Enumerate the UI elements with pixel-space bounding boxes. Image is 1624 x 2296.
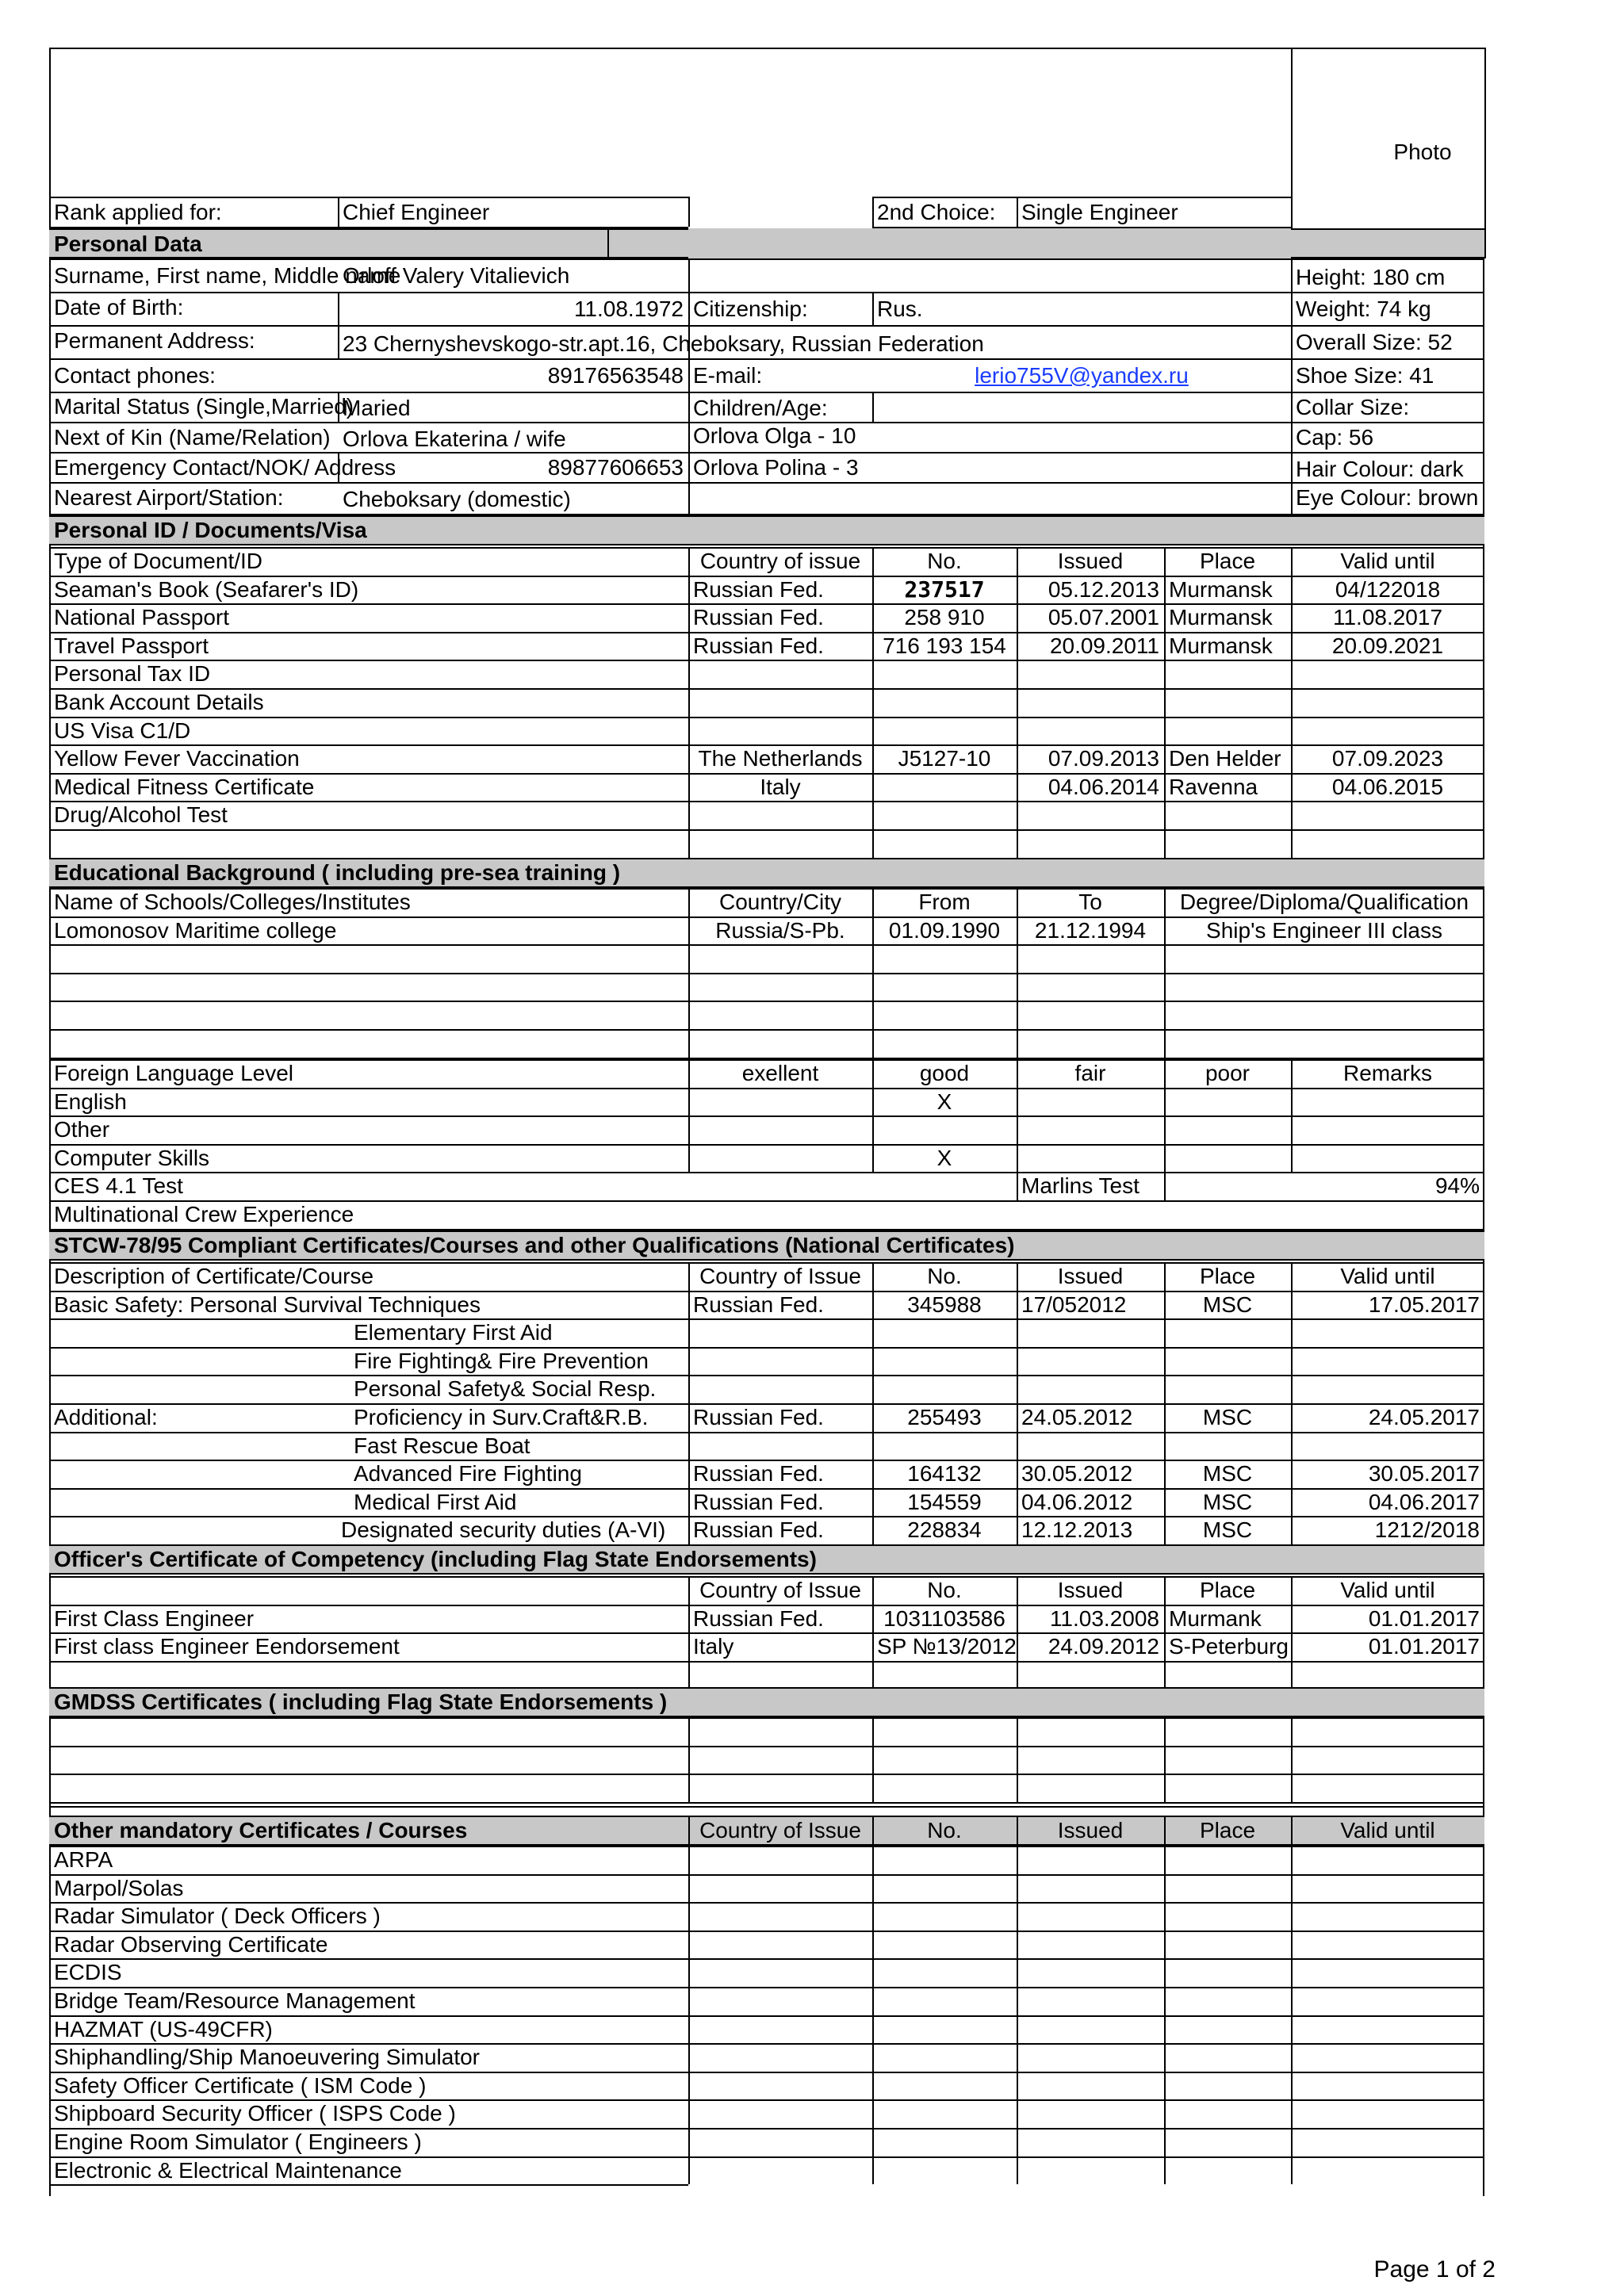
edu-header-to: To <box>1078 890 1102 914</box>
airport-label: Nearest Airport/Station: <box>54 485 284 510</box>
rank-label: Rank applied for: <box>54 200 222 224</box>
lang-header-poor: poor <box>1205 1061 1251 1085</box>
edu-row-line <box>49 973 1484 974</box>
doc-header-no: No. <box>927 549 962 573</box>
other-certificate: Engine Room Simulator ( Engineers ) <box>54 2130 422 2154</box>
grid-line <box>688 1576 690 1689</box>
airport-value: Cheboksary (domestic) <box>343 487 571 511</box>
doc-place: Ravenna <box>1169 775 1258 799</box>
grid-line <box>1483 258 1484 514</box>
stcw-header-no: No. <box>927 1264 962 1288</box>
stcw-number: 255493 <box>907 1405 982 1429</box>
stcw-issued: 12.12.2013 <box>1021 1517 1133 1542</box>
stcw-row-line <box>49 1432 1484 1433</box>
body-height: Height: 180 cm <box>1296 265 1446 289</box>
doc-issued: 05.12.2013 <box>1048 577 1159 602</box>
other-certificate: Radar Simulator ( Deck Officers ) <box>54 1904 381 1928</box>
doc-type: US Visa C1/D <box>54 718 191 743</box>
body-hair: Hair Colour: dark <box>1296 457 1464 481</box>
stcw-course: Fast Rescue Boat <box>354 1433 530 1458</box>
grid-line <box>1017 1059 1018 1172</box>
lang-header-good: good <box>919 1061 970 1085</box>
lang-good: X <box>936 1089 952 1114</box>
doc-header-place: Place <box>1199 549 1256 573</box>
stcw-country: Russian Fed. <box>693 1292 824 1317</box>
doc-valid: 11.08.2017 <box>1332 605 1443 629</box>
doc-row-line <box>49 829 1484 831</box>
stcw-row-line <box>49 1347 1484 1349</box>
grid-line <box>607 228 609 258</box>
coc-row-line <box>49 1661 1484 1663</box>
second-choice-label: 2nd Choice: <box>877 200 996 224</box>
coc-place: S-Peterburg <box>1169 1634 1289 1659</box>
doc-header-issued: Issued <box>1057 549 1124 573</box>
other-header-country: Country of Issue <box>699 1818 861 1843</box>
stcw-issued: 30.05.2012 <box>1021 1461 1133 1486</box>
other-header-valid: Valid until <box>1340 1818 1435 1843</box>
grid-line <box>1017 888 1018 1058</box>
coc-issued: 11.03.2008 <box>1049 1606 1159 1631</box>
coc-header-no: No. <box>927 1578 962 1602</box>
stcw-course: Medical First Aid <box>354 1490 517 1514</box>
header-shade <box>688 228 1291 258</box>
kin-label: Next of Kin (Name/Relation) <box>54 425 331 450</box>
coc-valid: 01.01.2017 <box>1368 1606 1480 1631</box>
phones-value: 89176563548 <box>547 363 684 388</box>
stcw-country: Russian Fed. <box>693 1517 824 1542</box>
stcw-place: MSC <box>1202 1405 1253 1429</box>
personal-row-line <box>49 482 1291 484</box>
emergency-value: 89877606653 <box>547 455 684 480</box>
doc-type: Travel Passport <box>54 633 209 658</box>
stcw-issued: 24.05.2012 <box>1021 1405 1133 1429</box>
doc-issued: 05.07.2001 <box>1048 605 1159 629</box>
other-certificate: Bridge Team/Resource Management <box>54 1988 416 2013</box>
other-certificate: Marpol/Solas <box>54 1876 184 1900</box>
edu-from: 01.09.1990 <box>888 918 1001 943</box>
stcw-issued: 17/052012 <box>1021 1292 1127 1317</box>
doc-header-type: Type of Document/ID <box>54 549 263 573</box>
other-certificate: Shiphandling/Ship Manoeuvering Simulator <box>54 2045 481 2069</box>
photo-label: Photo <box>1393 140 1452 164</box>
other-certificate: ARPA <box>54 1847 113 1872</box>
grid-line <box>1164 1816 1166 1846</box>
doc-country: Italy <box>760 775 801 799</box>
other-certificate: Radar Observing Certificate <box>54 1932 328 1957</box>
edu-header-degree: Degree/Diploma/Qualification <box>1179 890 1469 914</box>
doc-issued: 20.09.2011 <box>1049 633 1159 658</box>
grid-line <box>872 1576 874 1689</box>
grid-line <box>1291 358 1484 360</box>
lang-name: Computer Skills <box>54 1146 210 1170</box>
documents-title: Personal ID / Documents/Visa <box>54 518 367 542</box>
coc-header-valid: Valid until <box>1340 1578 1435 1602</box>
grid-line <box>1291 1576 1293 1689</box>
gmdss-row-line <box>49 1774 1484 1775</box>
body-eye: Eye Colour: brown <box>1296 485 1479 510</box>
second-choice-top <box>872 197 1291 198</box>
doc-country: The Netherlands <box>698 746 863 771</box>
body-overall: Overall Size: 52 <box>1296 330 1453 354</box>
doc-number: 716 193 154 <box>883 633 1006 658</box>
coc-header-place: Place <box>1199 1578 1256 1602</box>
stcw-course: Advanced Fire Fighting <box>354 1461 582 1486</box>
body-collar: Collar Size: <box>1296 395 1410 419</box>
photo-box-bottom <box>1291 258 1484 260</box>
doc-country: Russian Fed. <box>693 605 824 629</box>
stcw-course: Elementary First Aid <box>354 1320 553 1345</box>
marlins-score: 94% <box>1434 1173 1480 1198</box>
coc-certificate: First class Engineer Eendorsement <box>54 1634 400 1659</box>
coc-title: Officer's Certificate of Competency (including Flag State Endorsements) <box>54 1547 817 1571</box>
doc-type: Drug/Alcohol Test <box>54 802 228 827</box>
personal-row-line <box>49 292 1291 293</box>
doc-place: Murmansk <box>1169 577 1273 602</box>
other-header-place: Place <box>1199 1818 1256 1843</box>
doc-type: Medical Fitness Certificate <box>54 775 315 799</box>
stcw-place: MSC <box>1202 1461 1253 1486</box>
grid-line <box>872 392 874 422</box>
grid-line <box>1291 325 1484 327</box>
stcw-country: Russian Fed. <box>693 1405 824 1429</box>
coc-issued: 24.09.2012 <box>1048 1634 1159 1659</box>
other-header-no: No. <box>927 1818 962 1843</box>
doc-header-country: Country of issue <box>699 549 861 573</box>
stcw-header-place: Place <box>1199 1264 1256 1288</box>
doc-issued: 07.09.2013 <box>1048 746 1159 771</box>
dob-value: 11.08.1972 <box>573 297 684 321</box>
edu-header-from: From <box>918 890 971 914</box>
other-row-line <box>49 2184 688 2186</box>
doc-number: J5127-10 <box>898 746 991 771</box>
doc-valid: 04.06.2015 <box>1331 775 1444 799</box>
stcw-number: 154559 <box>907 1490 982 1514</box>
grid-line <box>872 888 874 1058</box>
gmdss-row-line <box>49 1802 1484 1804</box>
doc-place: Murmansk <box>1169 605 1273 629</box>
grid-line <box>1291 1816 1293 1846</box>
grid-line <box>1017 1576 1018 1689</box>
stcw-header-desc: Description of Certificate/Course <box>54 1264 374 1288</box>
stcw-place: MSC <box>1202 1490 1253 1514</box>
edu-row-line <box>49 1001 1484 1002</box>
citizenship-label: Citizenship: <box>693 297 808 321</box>
grid-line <box>688 1717 690 1802</box>
grid-line <box>1291 392 1484 393</box>
doc-type: Bank Account Details <box>54 690 264 714</box>
email-label: E-mail: <box>693 363 763 388</box>
grid-line <box>1164 1059 1166 1172</box>
body-shoe: Shoe Size: 41 <box>1296 363 1434 388</box>
stcw-country: Russian Fed. <box>693 1461 824 1486</box>
lang-name: English <box>54 1089 127 1114</box>
doc-place: Murmansk <box>1169 633 1273 658</box>
gmdss-row-line <box>49 1717 1484 1719</box>
grid-line <box>1164 888 1166 1058</box>
stcw-row-line <box>49 1318 1484 1320</box>
phones-label: Contact phones: <box>54 363 216 388</box>
child-1: Orlova Olga - 10 <box>693 423 856 448</box>
name-value: Orloff Valery Vitalievich <box>343 263 570 288</box>
stcw-group: Additional: <box>54 1405 158 1429</box>
ces-test-label: CES 4.1 Test <box>54 1173 183 1198</box>
stcw-valid: 1212/2018 <box>1374 1517 1480 1542</box>
grid-line <box>872 1816 874 1846</box>
stcw-course: Personal Safety& Social Resp. <box>354 1376 657 1401</box>
coc-country: Russian Fed. <box>693 1606 824 1631</box>
stcw-course: Fire Fighting& Fire Prevention <box>354 1349 649 1373</box>
rank-value: Chief Engineer <box>343 200 490 224</box>
address-label: Permanent Address: <box>54 328 255 353</box>
other-title: Other mandatory Certificates / Courses <box>54 1818 468 1843</box>
edu-row-line <box>49 1029 1484 1031</box>
lang-header-fair: fair <box>1074 1061 1106 1085</box>
edu-country: Russia/S-Pb. <box>715 918 845 943</box>
stcw-header-issued: Issued <box>1057 1264 1124 1288</box>
second-choice-value: Single Engineer <box>1021 200 1178 224</box>
other-certificate: Shipboard Security Officer ( ISPS Code ) <box>54 2101 456 2126</box>
doc-country: Russian Fed. <box>693 633 824 658</box>
frame-right <box>1483 258 1484 2196</box>
other-header-issued: Issued <box>1057 1818 1124 1843</box>
edu-header-name: Name of Schools/Colleges/Institutes <box>54 890 411 914</box>
other-certificate: Electronic & Electrical Maintenance <box>54 2158 402 2183</box>
coc-header-country: Country of Issue <box>699 1578 861 1602</box>
doc-number: 237517 <box>904 576 985 603</box>
dob-label: Date of Birth: <box>54 295 184 320</box>
stcw-row-line <box>49 1375 1484 1376</box>
body-weight: Weight: 74 kg <box>1296 297 1431 321</box>
doc-type: Seaman's Book (Seafarer's ID) <box>54 577 359 602</box>
grid-line <box>1164 1846 1166 2184</box>
doc-number: 258 910 <box>904 605 985 629</box>
rank-row-top <box>49 197 688 198</box>
gmdss-title: GMDSS Certificates ( including Flag State Endorsements ) <box>54 1689 668 1714</box>
edu-school: Lomonosov Maritime college <box>54 918 337 943</box>
stcw-header-valid: Valid until <box>1340 1264 1435 1288</box>
doc-valid: 20.09.2021 <box>1331 633 1444 658</box>
coc-country: Italy <box>693 1634 734 1659</box>
grid-line <box>688 1059 690 1172</box>
stcw-course: Basic Safety: Personal Survival Techniques <box>54 1292 481 1317</box>
personal-row-line <box>49 358 1291 360</box>
grid-line <box>688 197 690 227</box>
personal-row-line <box>49 258 1291 260</box>
coc-place: Murmank <box>1169 1606 1262 1631</box>
doc-country: Russian Fed. <box>693 577 824 602</box>
doc-type: Yellow Fever Vaccination <box>54 746 300 771</box>
stcw-number: 345988 <box>907 1292 982 1317</box>
lang-header-level: Foreign Language Level <box>54 1061 294 1085</box>
children-label: Children/Age: <box>693 396 828 420</box>
gmdss-row-line <box>49 1746 1484 1747</box>
edu-row-line <box>49 944 1484 946</box>
grid-line <box>1291 1846 1293 2184</box>
doc-valid: 07.09.2023 <box>1331 746 1444 771</box>
grid-line <box>1291 292 1484 293</box>
lang-name: Other <box>54 1117 110 1142</box>
grid-line <box>49 1806 1484 1808</box>
address-value: 23 Chernyshevskogo-str.apt.16, Cheboksary, Russian Federation <box>343 331 984 356</box>
education-title: Educational Background ( including pre-sea training ) <box>54 860 621 885</box>
marlins-label: Marlins Test <box>1021 1173 1139 1198</box>
marital-value: Maried <box>343 396 411 420</box>
stcw-course: Proficiency in Surv.Craft&R.B. <box>354 1405 649 1429</box>
grid-line <box>1164 1717 1166 1802</box>
grid-line <box>1017 1816 1018 1846</box>
stcw-number: 164132 <box>907 1461 982 1486</box>
marital-label: Marital Status (Single,Married) <box>54 394 354 419</box>
doc-header-valid: Valid until <box>1340 549 1435 573</box>
email-value: lerio755V@yandex.ru <box>975 363 1189 388</box>
stcw-title: STCW-78/95 Compliant Certificates/Courses and other Qualifications (National Certificates) <box>54 1233 1015 1257</box>
stcw-number: 228834 <box>907 1517 982 1542</box>
stcw-valid: 04.06.2017 <box>1368 1490 1480 1514</box>
stcw-valid: 24.05.2017 <box>1368 1405 1480 1429</box>
grid-line <box>688 1846 690 2184</box>
other-certificate: ECDIS <box>54 1960 122 1984</box>
personal-data-title: Personal Data <box>54 232 202 256</box>
citizenship-value: Rus. <box>877 297 923 321</box>
grid-line <box>1017 1846 1018 2184</box>
stcw-valid: 17.05.2017 <box>1368 1292 1480 1317</box>
edu-to: 21.12.1994 <box>1034 918 1147 943</box>
edu-degree: Ship's Engineer III class <box>1206 918 1442 943</box>
grid-line <box>1164 1576 1166 1689</box>
coc-header-issued: Issued <box>1057 1578 1124 1602</box>
grid-line <box>1291 1059 1293 1172</box>
doc-place: Den Helder <box>1169 746 1281 771</box>
grid-line <box>872 1717 874 1802</box>
doc-issued: 04.06.2014 <box>1048 775 1159 799</box>
stcw-header-country: Country of Issue <box>699 1264 861 1288</box>
coc-number: SP №13/2012 <box>877 1634 1017 1659</box>
stcw-course: Designated security duties (A-VI) <box>341 1517 666 1542</box>
grid-line <box>688 1816 690 1846</box>
edu-header-country: Country/City <box>718 890 842 914</box>
name-label: Surname, First name, Middle name <box>54 263 401 288</box>
stcw-country: Russian Fed. <box>693 1490 824 1514</box>
stcw-issued: 04.06.2012 <box>1021 1490 1133 1514</box>
child-2: Orlova Polina - 3 <box>693 455 859 480</box>
personal-row-line <box>49 325 1291 327</box>
grid-line <box>1017 1717 1018 1802</box>
stcw-valid: 30.05.2017 <box>1368 1461 1480 1486</box>
coc-valid: 01.01.2017 <box>1368 1634 1480 1659</box>
body-cap: Cap: 56 <box>1296 425 1374 450</box>
kin-value: Orlova Ekaterina / wife <box>343 427 566 451</box>
grid-line <box>1291 422 1484 423</box>
lang-header-remarks: Remarks <box>1342 1061 1432 1085</box>
other-certificate: HAZMAT (US-49CFR) <box>54 2017 273 2042</box>
coc-certificate: First Class Engineer <box>54 1606 255 1631</box>
doc-type: Personal Tax ID <box>54 661 211 686</box>
lang-header-excellent: exellent <box>741 1061 819 1085</box>
other-certificate: Safety Officer Certificate ( ISM Code ) <box>54 2073 427 2098</box>
grid-line <box>1291 1717 1293 1802</box>
grid-line <box>688 888 690 1058</box>
frame-top <box>49 48 1484 49</box>
lang-good: X <box>936 1146 952 1170</box>
stcw-place: MSC <box>1202 1292 1253 1317</box>
stcw-place: MSC <box>1202 1517 1253 1542</box>
grid-line <box>872 1846 874 2184</box>
multinational-label: Multinational Crew Experience <box>54 1202 354 1226</box>
emergency-label: Emergency Contact/NOK/ Address <box>54 455 396 480</box>
doc-valid: 04/122018 <box>1335 577 1441 602</box>
page-number: Page 1 of 2 <box>1373 2256 1496 2283</box>
doc-type: National Passport <box>54 605 230 629</box>
coc-number: 1031103586 <box>883 1606 1005 1631</box>
grid-line <box>1291 452 1484 453</box>
